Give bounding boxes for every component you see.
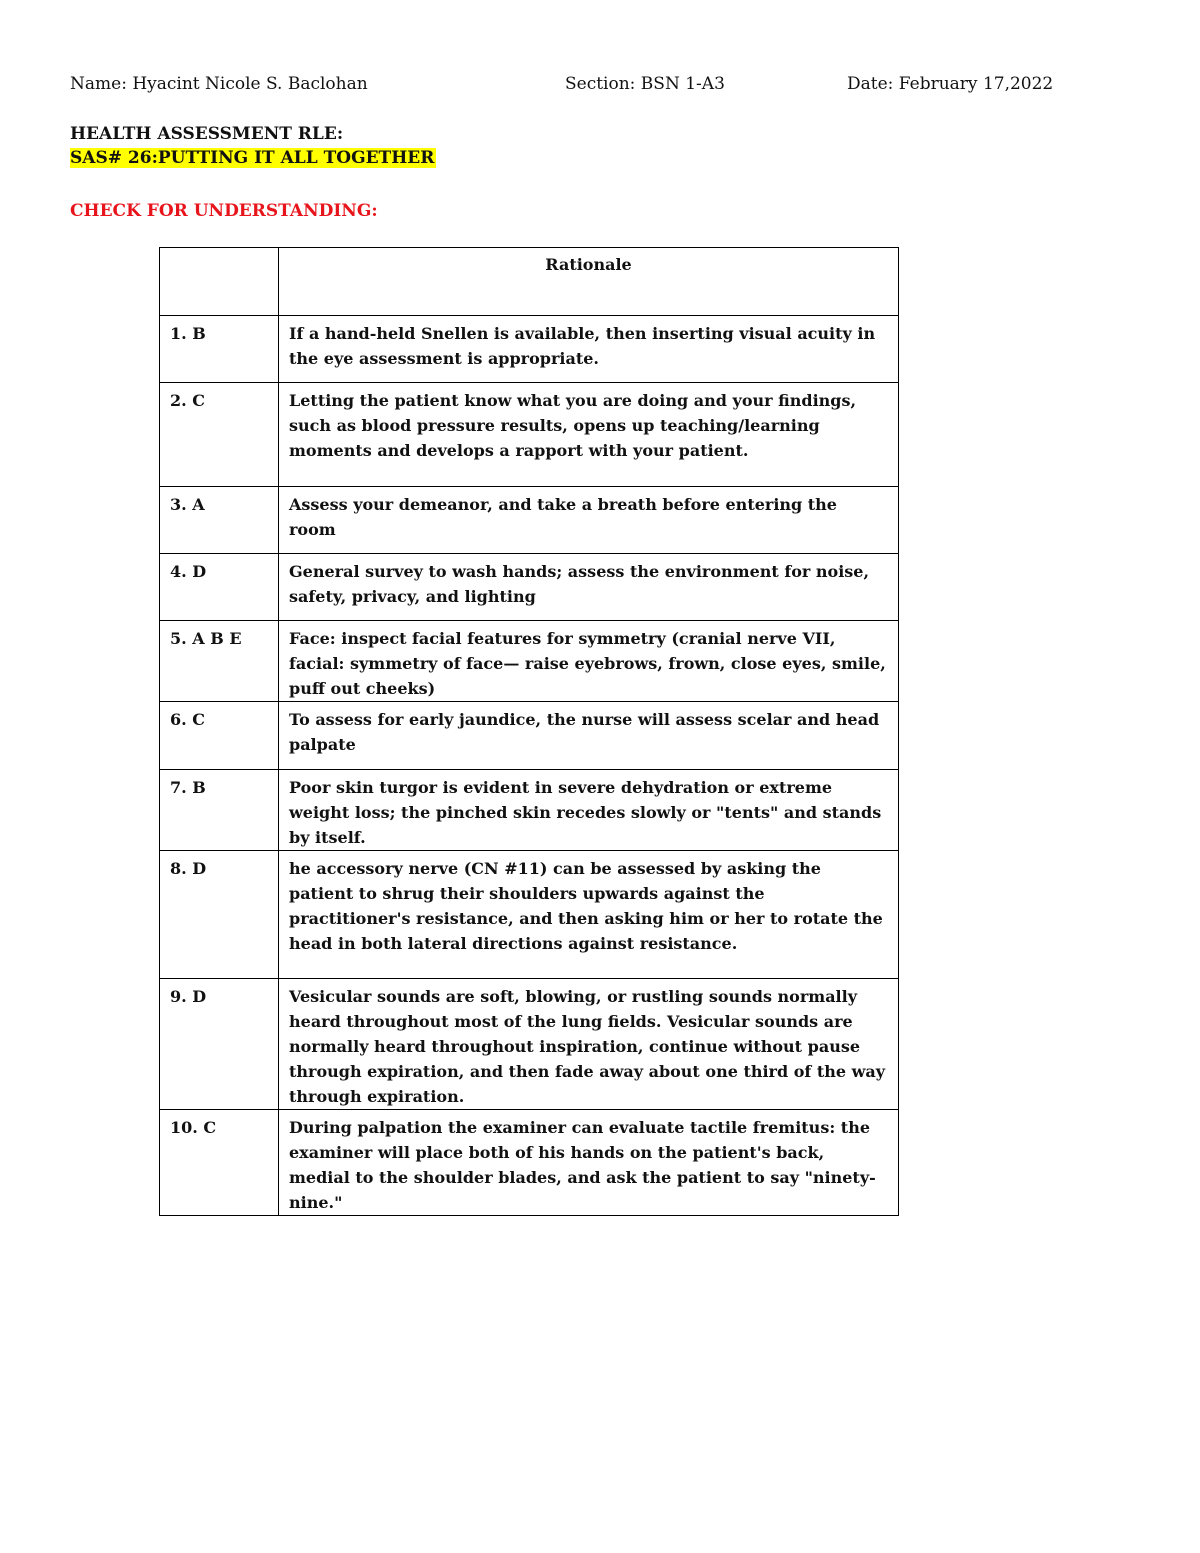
table-row: [160, 1110, 899, 1216]
rationale-cell: Vesicular sounds are soft, blowing, or rustling sounds normally heard throughout most of the lung fields. Vesicular sounds are normally heard throughout inspiration, continue without pause through expiration, and then fade away about one third of the way through expiration.: [279, 979, 899, 1110]
table-header-row: [160, 248, 899, 316]
table-row: [160, 979, 899, 1110]
answer-cell: 7. B: [160, 770, 279, 851]
table-row: [160, 702, 899, 770]
table-row: [160, 851, 899, 979]
rationale-cell: To assess for early jaundice, the nurse will assess scelar and head palpate: [279, 702, 899, 770]
answer-cell: 1. B: [160, 316, 279, 383]
answer-cell: 6. C: [160, 702, 279, 770]
rationale-cell: During palpation the examiner can evaluate tactile fremitus: the examiner will place both of his hands on the patient's back, medial to the shoulder blades, and ask the patient to say "ninety-nine.": [279, 1110, 899, 1216]
answer-cell: 2. C: [160, 383, 279, 487]
date-label: Date: February 17,2022: [847, 74, 1054, 94]
rationale-cell: Letting the patient know what you are doing and your findings, such as blood pressure results, opens up teaching/learning moments and develops a rapport with your patient.: [279, 383, 899, 487]
table-row: [160, 316, 899, 383]
table-row: [160, 383, 899, 487]
answer-cell: 5. A B E: [160, 621, 279, 702]
header-cell-answer: [160, 248, 279, 316]
sas-title: SAS# 26:PUTTING IT ALL TOGETHER: [70, 148, 435, 168]
answer-cell: 8. D: [160, 851, 279, 979]
answer-cell: 4. D: [160, 554, 279, 621]
student-name: Name: Hyacint Nicole S. Baclohan: [70, 74, 368, 94]
answer-cell: 10. C: [160, 1110, 279, 1216]
rationale-cell: he accessory nerve (CN #11) can be assessed by asking the patient to shrug their shoulders upwards against the practitioner's resistance, and then asking him or her to rotate the head in both lateral directions against resistance.: [279, 851, 899, 979]
check-heading: CHECK FOR UNDERSTANDING:: [70, 201, 378, 221]
answer-cell: 3. A: [160, 487, 279, 554]
rationale-cell: General survey to wash hands; assess the environment for noise, safety, privacy, and lighting: [279, 554, 899, 621]
rationale-cell: Face: inspect facial features for symmetry (cranial nerve VII, facial: symmetry of face— raise eyebrows, frown, close eyes, smile, puff out cheeks): [279, 621, 899, 702]
rationale-table: [159, 247, 899, 1216]
table-row: [160, 554, 899, 621]
rationale-cell: Assess your demeanor, and take a breath before entering the room: [279, 487, 899, 554]
header-cell-rationale: Rationale: [279, 248, 899, 316]
table-row: [160, 770, 899, 851]
rationale-cell: If a hand-held Snellen is available, then inserting visual acuity in the eye assessment is appropriate.: [279, 316, 899, 383]
rationale-cell: Poor skin turgor is evident in severe dehydration or extreme weight loss; the pinched skin recedes slowly or "tents" and stands by itself.: [279, 770, 899, 851]
table-row: [160, 621, 899, 702]
course-title: HEALTH ASSESSMENT RLE:: [70, 124, 344, 144]
answer-cell: 9. D: [160, 979, 279, 1110]
table-row: [160, 487, 899, 554]
section-label: Section: BSN 1-A3: [565, 74, 725, 94]
